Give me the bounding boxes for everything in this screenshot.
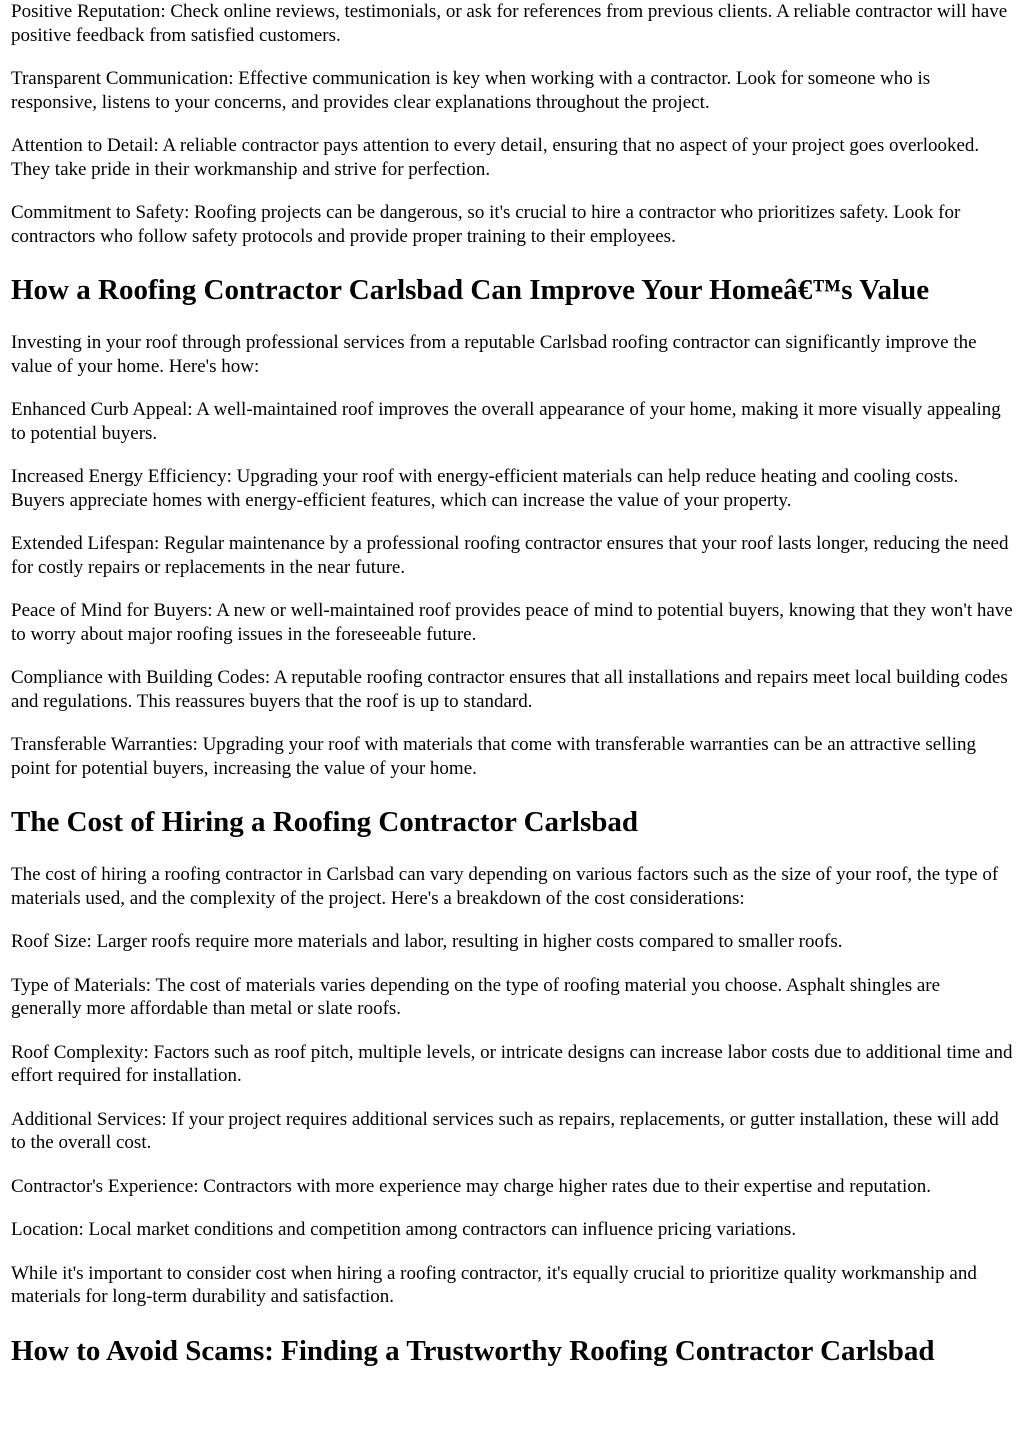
paragraph-additional-services: Additional Services: If your project requires additional services such as repairs, replacements, or gutter installation, these will add to the overall cost. — [11, 1108, 999, 1153]
paragraph-peace-of-mind: Peace of Mind for Buyers: A new or well-maintained roof provides peace of mind to potential buyers, knowing that they won't have to worry about major roofing issues in the foreseeable future. — [11, 600, 1013, 645]
paragraph-attention-to-detail: Attention to Detail: A reliable contractor pays attention to every detail, ensuring that no aspect of your project goes overlooked. They take pride in their workmanship and strive for perfection. — [11, 135, 980, 180]
paragraph-location: Location: Local market conditions and competition among contractors can influence pricing variations. — [11, 1219, 797, 1240]
paragraph-building-codes: Compliance with Building Codes: A reputable roofing contractor ensures that all installations and repairs meet local building codes and regulations. This reassures buyers that the roof is up to standard. — [11, 667, 1008, 712]
paragraph-roof-complexity: Roof Complexity: Factors such as roof pitch, multiple levels, or intricate designs can increase labor costs due to additional time and effort required for installation. — [11, 1041, 1013, 1086]
paragraph-energy-efficiency: Increased Energy Efficiency: Upgrading your roof with energy-efficient materials can help reduce heating and cooling costs. Buyers appreciate homes with energy-efficient features, which can increase the value of your property. — [11, 466, 959, 511]
paragraph-contractor-experience: Contractor's Experience: Contractors with more experience may charge higher rates due to their expertise and reputation. — [11, 1175, 931, 1197]
paragraph-value-intro: Investing in your roof through professional services from a reputable Carlsbad roofing contractor can significantly improve the value of your home. Here's how: — [11, 332, 977, 377]
paragraph-transferable-warranties: Transferable Warranties: Upgrading your roof with materials that come with transferable warranties can be an attractive selling point for potential buyers, increasing the value of your home. — [11, 734, 977, 779]
paragraph-cost-conclusion: While it's important to consider cost when hiring a roofing contractor, it's equally crucial to prioritize quality workmanship and materials for long-term durability and satisfaction. — [11, 1262, 977, 1307]
paragraph-transparent-communication: Transparent Communication: Effective communication is key when working with a contractor. Look for someone who is responsive, listens to your concerns, and provides clear explanations throughout the project. — [11, 68, 931, 113]
paragraph-commitment-to-safety: Commitment to Safety: Roofing projects can be dangerous, so it's crucial to hire a contractor who prioritizes safety. Look for contractors who follow safety protocols and provide proper training to their employees. — [11, 202, 961, 247]
paragraph-roof-size: Roof Size: Larger roofs require more materials and labor, resulting in higher costs compared to smaller roofs. — [11, 931, 843, 952]
paragraph-extended-lifespan: Extended Lifespan: Regular maintenance by a professional roofing contractor ensures that your roof lasts longer, reducing the need for costly repairs or replacements in the near future. — [11, 533, 1009, 578]
paragraph-positive-reputation: Positive Reputation: Check online reviews, testimonials, or ask for references from previous clients. A reliable contractor will have positive feedback from satisfied customers. — [11, 1, 1008, 46]
paragraph-cost-intro: The cost of hiring a roofing contractor in Carlsbad can vary depending on various factors such as the size of your roof, the type of materials used, and the complexity of the project. Here's a breakdown of the cost considerations: — [11, 864, 999, 909]
paragraph-curb-appeal: Enhanced Curb Appeal: A well-maintained roof improves the overall appearance of your home, making it more visually appealing to potential buyers. — [11, 399, 1001, 444]
heading-cost: The Cost of Hiring a Roofing Contractor Carlsbad — [11, 806, 638, 838]
heading-avoid-scams: How to Avoid Scams: Finding a Trustworthy Roofing Contractor Carlsbad — [11, 1334, 935, 1367]
paragraph-type-of-materials: Type of Materials: The cost of materials varies depending on the type of roofing material you choose. Asphalt shingles are generally more affordable than metal or slate roofs. — [11, 974, 941, 1019]
heading-home-value: How a Roofing Contractor Carlsbad Can Improve Your Homeâ€™s Value — [11, 274, 930, 306]
